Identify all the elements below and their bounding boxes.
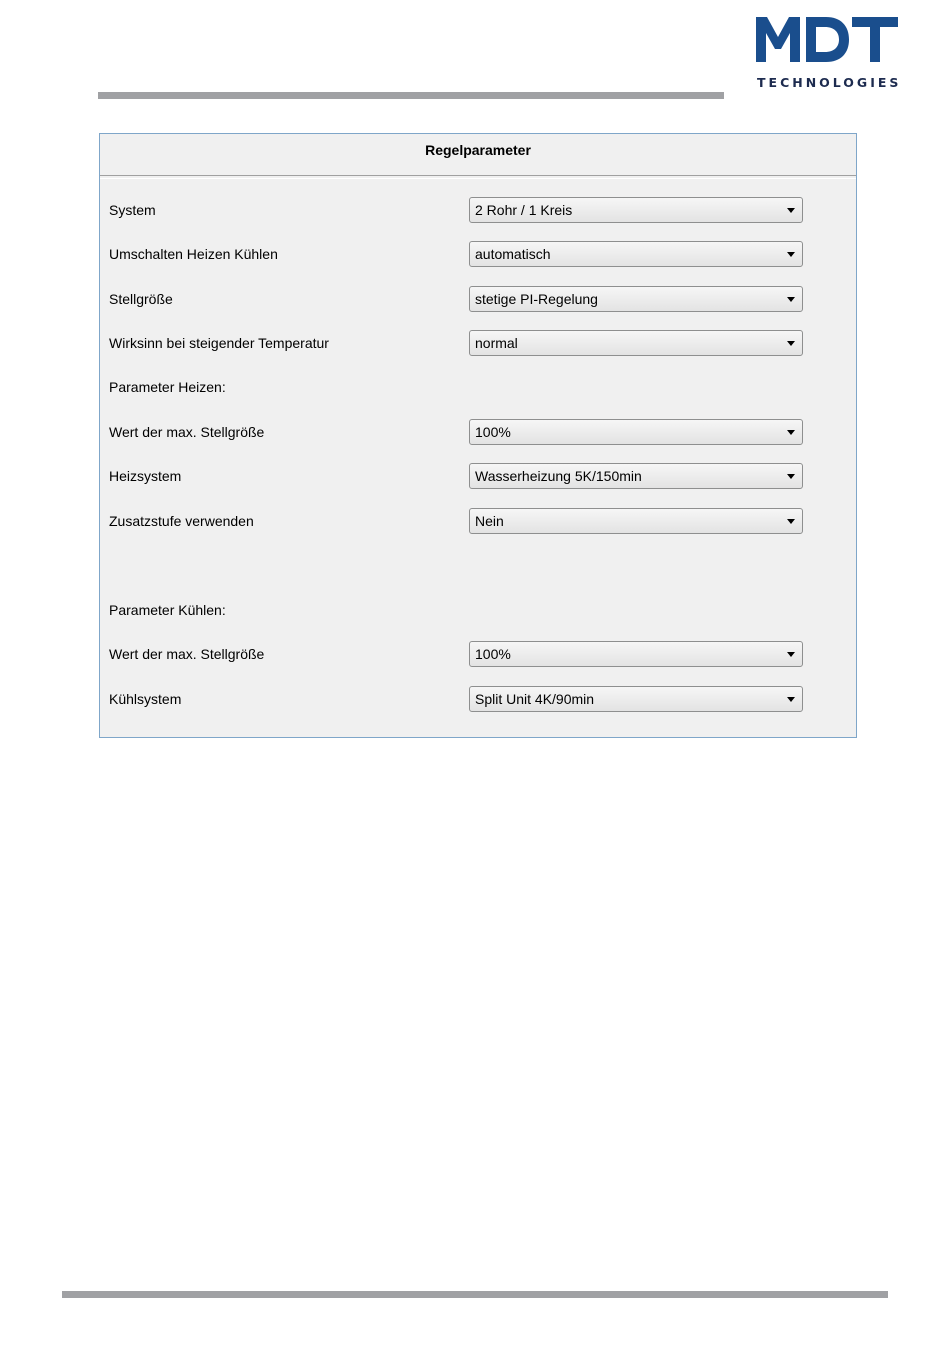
- cooling-system-dropdown[interactable]: [469, 686, 803, 712]
- direction-dropdown[interactable]: [469, 330, 803, 356]
- dropdown-value: automatisch: [475, 246, 551, 262]
- heating-system-dropdown[interactable]: [469, 463, 803, 489]
- additional-stage-dropdown[interactable]: [469, 508, 803, 534]
- chevron-down-icon: [787, 519, 795, 524]
- header-divider: [98, 92, 724, 99]
- additional-stage-label: Zusatzstufe verwenden: [109, 513, 254, 529]
- system-label: System: [109, 202, 156, 218]
- parameter-panel: [99, 133, 857, 738]
- cooling-max-value-dropdown[interactable]: [469, 641, 803, 667]
- chevron-down-icon: [787, 252, 795, 257]
- title-divider: [100, 175, 856, 179]
- chevron-down-icon: [787, 652, 795, 657]
- footer-divider: [62, 1291, 888, 1298]
- dropdown-value: Nein: [475, 513, 504, 529]
- cooling-section-heading: Parameter Kühlen:: [109, 602, 226, 618]
- panel-title: Regelparameter: [425, 142, 531, 158]
- chevron-down-icon: [787, 474, 795, 479]
- heating-system-label: Heizsystem: [109, 468, 182, 484]
- logo-subtitle: TECHNOLOGIES: [757, 75, 902, 90]
- direction-label: Wirksinn bei steigender Temperatur: [109, 335, 329, 351]
- dropdown-value: Wasserheizung 5K/150min: [475, 468, 642, 484]
- mdt-logo-mark: [756, 17, 898, 67]
- heating-max-value-dropdown[interactable]: [469, 419, 803, 445]
- dropdown-value: Split Unit 4K/90min: [475, 691, 595, 707]
- control-variable-label: Stellgröße: [109, 291, 173, 307]
- chevron-down-icon: [787, 341, 795, 346]
- switch-heat-cool-dropdown[interactable]: [469, 241, 803, 267]
- system-dropdown[interactable]: [469, 197, 803, 223]
- switch-heat-cool-label: Umschalten Heizen Kühlen: [109, 246, 278, 262]
- dropdown-value: 100%: [475, 424, 511, 440]
- dropdown-value: normal: [475, 335, 518, 351]
- dropdown-value: stetige PI-Regelung: [475, 291, 598, 307]
- cooling-system-label: Kühlsystem: [109, 691, 182, 707]
- heating-section-heading: Parameter Heizen:: [109, 379, 226, 395]
- control-variable-dropdown[interactable]: [469, 286, 803, 312]
- mdt-logo: [756, 17, 902, 90]
- heating-max-value-label: Wert der max. Stellgröße: [109, 424, 265, 440]
- cooling-max-value-label: Wert der max. Stellgröße: [109, 646, 265, 662]
- chevron-down-icon: [787, 297, 795, 302]
- chevron-down-icon: [787, 697, 795, 702]
- dropdown-value: 100%: [475, 646, 511, 662]
- chevron-down-icon: [787, 430, 795, 435]
- dropdown-value: 2 Rohr / 1 Kreis: [475, 202, 573, 218]
- chevron-down-icon: [787, 208, 795, 213]
